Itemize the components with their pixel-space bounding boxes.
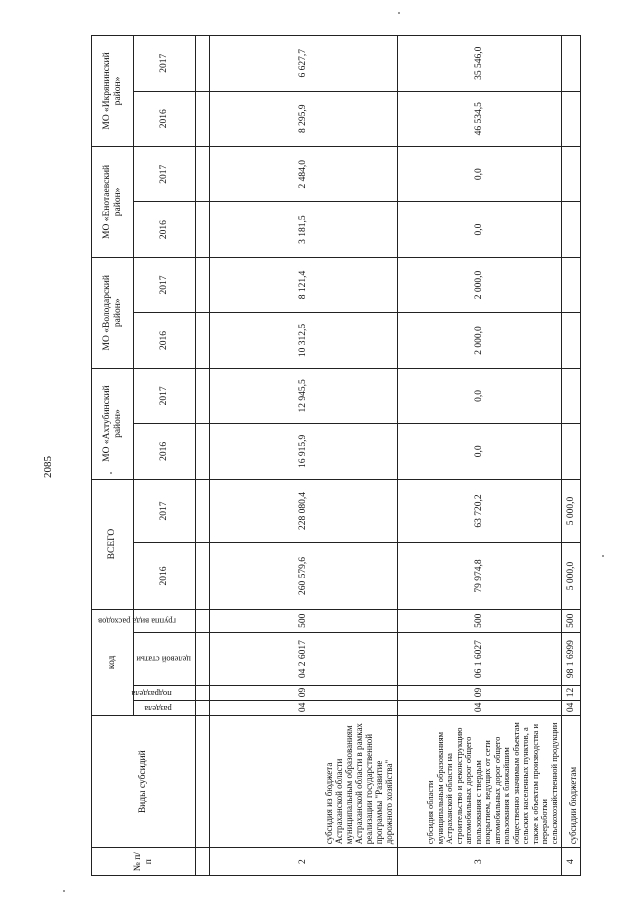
total-2016: 260 579,6 bbox=[210, 543, 397, 609]
value-cell bbox=[562, 36, 581, 92]
row-num: 2 bbox=[210, 848, 397, 876]
header-municipality: МО «Ахтубинский район» bbox=[92, 368, 134, 479]
page-number: 2085 bbox=[42, 456, 54, 478]
value-cell bbox=[562, 202, 581, 257]
table-row bbox=[562, 36, 581, 876]
subsidy-name: субсидия области муниципальным образованиям Астраханской области на строительство и реконструкцию автомобильных дорог общего пользования с твердым покрытием, ведущих от сети автомобильных дорог общего пользования к ближайшим общественно значимым объектам сельских населенных пунктов, а также к объектам производства и переработки сельскохозяйственной продукции bbox=[397, 716, 562, 848]
subsidy-table bbox=[91, 35, 581, 876]
scan-speck bbox=[398, 12, 400, 14]
subsidy-name: субсидия из бюджета Астраханской области муниципальным образованиям Астраханской области в рамках реализации государственной программы "Развитие дорожного хозяйства" bbox=[210, 716, 397, 848]
table-body bbox=[196, 36, 581, 876]
header-year: 2016 bbox=[134, 543, 196, 609]
code-podrazdel: 09 bbox=[397, 686, 562, 701]
table-row bbox=[210, 36, 397, 876]
value-cell: 8 295,9 bbox=[210, 91, 397, 146]
value-cell: 0,0 bbox=[397, 202, 562, 257]
code-razdel: 04 bbox=[562, 701, 581, 716]
value-cell: 0,0 bbox=[397, 368, 562, 423]
code-statya: 04 2 6017 bbox=[210, 633, 397, 686]
code-statya: 98 1 6999 bbox=[562, 633, 581, 686]
table-header bbox=[92, 36, 196, 876]
table-rotator bbox=[91, 35, 581, 876]
table-row bbox=[196, 36, 210, 876]
value-cell: 2 000,0 bbox=[397, 313, 562, 368]
header-code: код bbox=[92, 609, 134, 716]
header-year: 2017 bbox=[134, 257, 196, 312]
header-year: 2016 bbox=[134, 91, 196, 146]
code-vid: 500 bbox=[397, 609, 562, 632]
row-num: 4 bbox=[562, 848, 581, 876]
header-municipality: МО «Володарский район» bbox=[92, 257, 134, 368]
header-municipality: МО «Икрянинский район» bbox=[92, 36, 134, 147]
header-year: 2016 bbox=[134, 202, 196, 257]
scan-speck bbox=[110, 472, 112, 474]
value-cell: 0,0 bbox=[397, 424, 562, 479]
value-cell: 46 534,5 bbox=[397, 91, 562, 146]
value-cell bbox=[562, 368, 581, 423]
header-code-col: группа вида расходов bbox=[134, 609, 196, 632]
value-cell: 35 546,0 bbox=[397, 36, 562, 92]
code-razdel: 04 bbox=[397, 701, 562, 716]
header-year: 2017 bbox=[134, 146, 196, 201]
value-cell: 12 945,5 bbox=[210, 368, 397, 423]
table-row bbox=[397, 36, 562, 876]
header-type: Виды субсидий bbox=[92, 716, 196, 848]
value-cell: 2 484,0 bbox=[210, 146, 397, 201]
value-cell bbox=[562, 424, 581, 479]
code-podrazdel: 09 bbox=[210, 686, 397, 701]
header-year: 2016 bbox=[134, 424, 196, 479]
value-cell: 0,0 bbox=[397, 146, 562, 201]
header-municipality: МО «Енотаевский район» bbox=[92, 146, 134, 257]
value-cell: 16 915,9 bbox=[210, 424, 397, 479]
rotated-table-area bbox=[91, 35, 581, 876]
total-2016: 5 000,0 bbox=[562, 543, 581, 609]
total-2016: 79 974,8 bbox=[397, 543, 562, 609]
value-cell: 6 627,7 bbox=[210, 36, 397, 92]
row-num: 3 bbox=[397, 848, 562, 876]
value-cell: 8 121,4 bbox=[210, 257, 397, 312]
header-code-col: раздела bbox=[134, 701, 196, 716]
subsidy-name: субсидии бюджетам bbox=[562, 716, 581, 848]
header-year: 2017 bbox=[134, 36, 196, 92]
scan-speck bbox=[602, 555, 604, 557]
header-code-col: целевой статьи bbox=[134, 633, 196, 686]
code-vid: 500 bbox=[210, 609, 397, 632]
header-total: ВСЕГО bbox=[92, 479, 134, 609]
scan-speck bbox=[63, 890, 65, 892]
header-year: 2017 bbox=[134, 479, 196, 543]
total-2017: 228 080,4 bbox=[210, 479, 397, 543]
value-cell bbox=[562, 257, 581, 312]
header-year: 2017 bbox=[134, 368, 196, 423]
value-cell: 2 000,0 bbox=[397, 257, 562, 312]
value-cell: 10 312,5 bbox=[210, 313, 397, 368]
code-statya: 06 1 6027 bbox=[397, 633, 562, 686]
header-code-col: подраздела bbox=[134, 686, 196, 701]
value-cell bbox=[562, 91, 581, 146]
value-cell bbox=[562, 146, 581, 201]
code-vid: 500 bbox=[562, 609, 581, 632]
total-2017: 63 720,2 bbox=[397, 479, 562, 543]
header-num: № п/п bbox=[92, 848, 196, 876]
value-cell bbox=[562, 313, 581, 368]
code-razdel: 04 bbox=[210, 701, 397, 716]
code-podrazdel: 12 bbox=[562, 686, 581, 701]
value-cell: 3 181,5 bbox=[210, 202, 397, 257]
total-2017: 5 000,0 bbox=[562, 479, 581, 543]
header-year: 2016 bbox=[134, 313, 196, 368]
